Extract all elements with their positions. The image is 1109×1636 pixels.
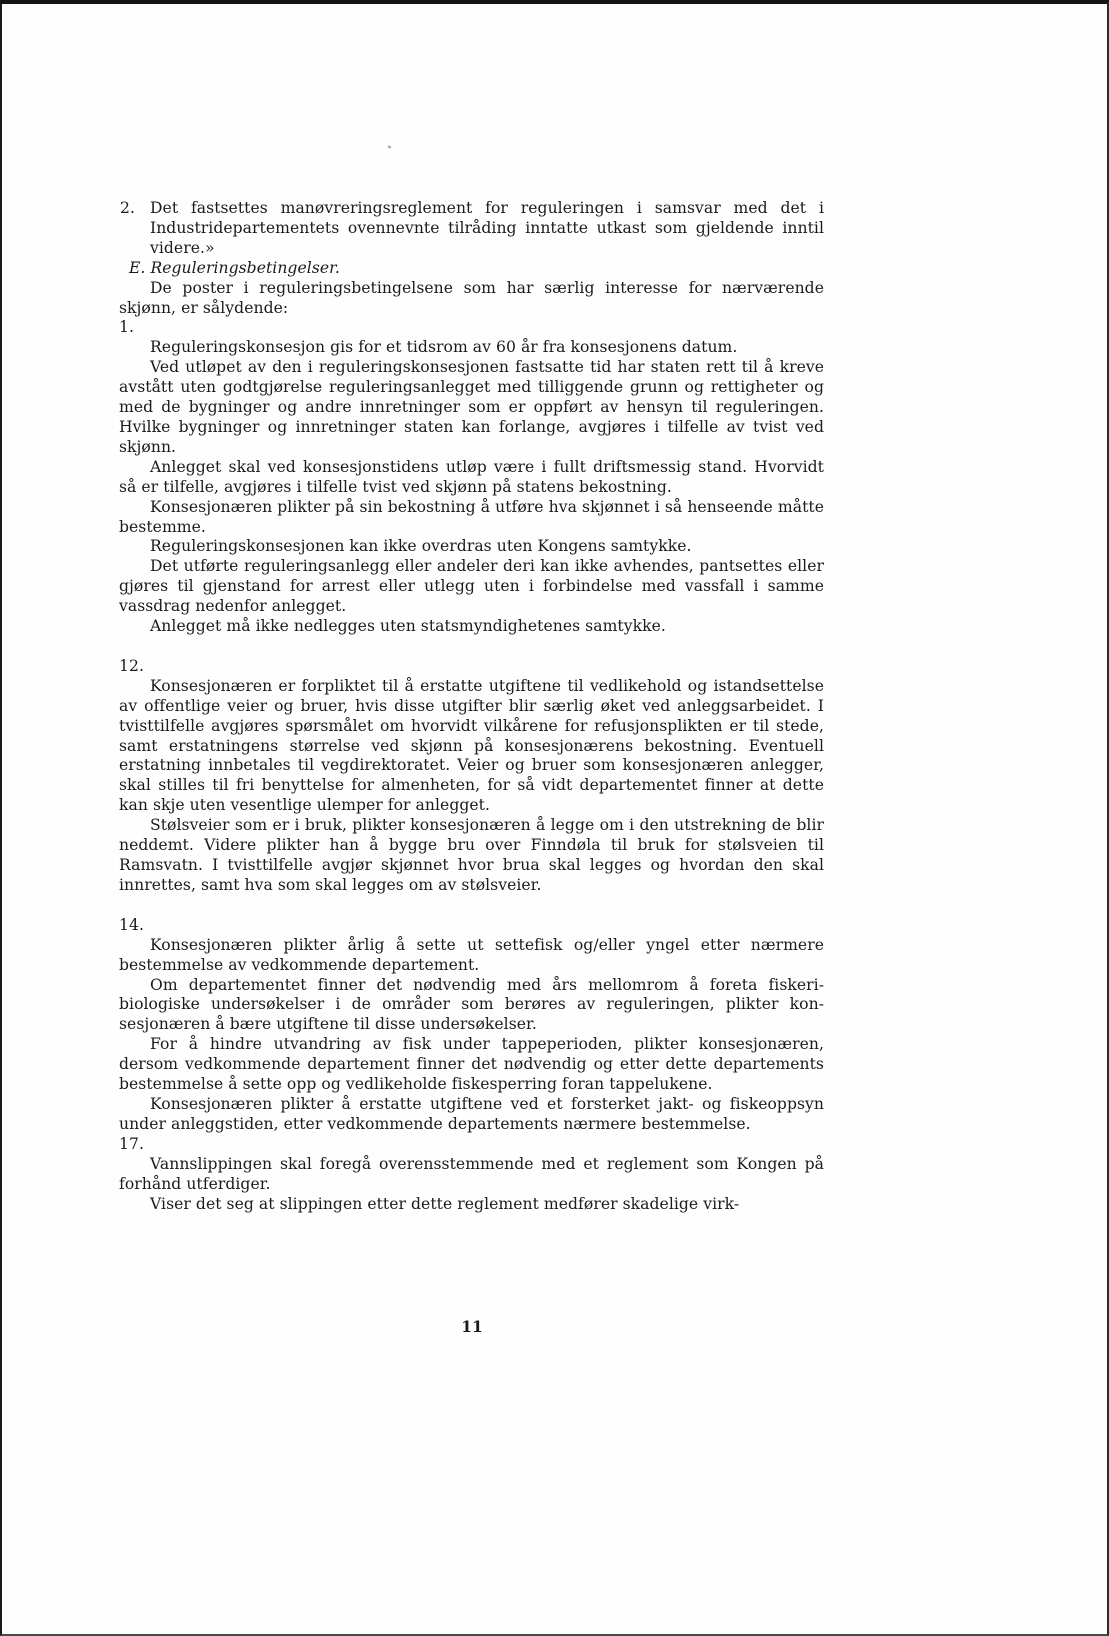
scan-speck: [388, 145, 392, 148]
paragraph: Viser det seg at slippingen etter dette reglement medfører skadelige virk-: [150, 1194, 740, 1213]
list-item-number: 2.: [120, 199, 135, 217]
paragraph: Konsesjonæren er forpliktet til å erstatte utgiftene til vedlikehold og istandsettelse av offentlige veier og bruer, hvis disse utgifter blir særlig øket ved anleggsarbeidet. I tvisttilfelle avgjøres spørsmålet om hvorvidt vilkårene for refusjonsplikten er til stede, samt erstatningens størrelse ved skjønn på konsesjonærens bekostning. Eventuell erstatning innbetales til vegdirektoratet. Veier og bruer som konsesjonæren anlegger, skal stilles til fri benyttelse for almenheten, for så vidt departementet finner at dette kan skje uten vesentlige ulemper for anlegget.: [119, 676, 824, 815]
page-number: 11: [461, 1317, 483, 1336]
paragraph: Reguleringskonsesjonen kan ikke overdras uten Kongens samtykke.: [150, 537, 692, 556]
paragraph: Konsesjonæren plikter årlig å sette ut settefisk og/eller yngel etter nærmere bestemmelse av vedkommende departement.: [119, 935, 824, 974]
paragraph: Konsesjonæren plikter å erstatte utgiftene ved et forsterket jakt- og fiskeoppsyn under anleggstiden, etter vedkommende departements nærmere bestemmelse.: [119, 1094, 824, 1133]
paragraph: For å hindre utvandring av fisk under tappeperioden, plikter konsesjonæren, dersom vedkommende departement finner det nødvendig og etter dette departements bestemmelse å sette opp og vedlikeholde fiskesperring foran tappelukene.: [119, 1035, 824, 1094]
paragraph: Reguleringskonsesjon gis for et tidsrom av 60 år fra konsesjonens datum.: [150, 338, 738, 357]
list-item-2: [119, 199, 824, 259]
paragraph: Ved utløpet av den i reguleringskonsesjonen fastsatte tid har staten rett til å kreve avstått uten godtgjørelse reguleringsanlegget med tilliggende grunn og rettigheter og med de bygninger og andre innretninger som er oppført av hensyn til reguleringen. Hvilke bygninger og innretninger staten kan forlange, avgjøres i tilfelle av tvist ved skjønn.: [119, 358, 824, 456]
section-heading: E. Reguleringsbetingelser.: [129, 258, 340, 277]
paragraph: Anlegget skal ved konsesjonstidens utløp være i fullt driftsmessig stand. Hvorvidt så er tilfelle, avgjøres i tilfelle tvist ved skjønn på statens bekostning.: [119, 457, 824, 496]
spacer: [119, 637, 824, 657]
section-number: 17.: [119, 1134, 144, 1153]
spacer: [119, 896, 824, 916]
paragraph: Om departementet finner det nødvendig med års mellomrom å foreta fiskeribiologiske undersøkelser i de områder som berøres av reguleringen, plikter konsesjonæren å bære utgiftene til disse undersøkelser.: [119, 975, 824, 1034]
paragraph: Vannslippingen skal foregå overensstemmende med et reglement som Kongen på forhånd utferdiger.: [119, 1154, 824, 1193]
list-item-text: Det fastsettes manøvreringsreglement for reguleringen i samsvar med det i Industridepartementets ovennevnte tilråding inntatte utkast som gjeldende inntil videre.»: [150, 199, 824, 257]
paragraph: Konsesjonæren plikter på sin bekostning å utføre hva skjønnet i så henseende måtte bestemme.: [119, 497, 824, 536]
document-body: [119, 199, 824, 1214]
section-number: 14.: [119, 915, 144, 934]
paragraph: Stølsveier som er i bruk, plikter konsesjonæren å legge om i den utstrekning de blir neddemt. Videre plikter han å bygge bru over Finndøla til bruk for stølsveien til Ramsvatn. I tvisttilfelle avgjør skjønnet hvor brua skal legges og hvordan den skal innrettes, samt hva som skal legges om av stølsveier.: [119, 816, 824, 894]
section-number: 1.: [119, 318, 134, 337]
paragraph: Det utførte reguleringsanlegg eller andeler deri kan ikke avhendes, pantsettes eller gjøres til gjenstand for arrest eller utlegg uten i forbindelse med vassfall i samme vassdrag nedenfor anlegget.: [119, 557, 824, 616]
paragraph: Anlegget må ikke nedlegges uten statsmyndighetenes samtykke.: [150, 617, 666, 636]
section-number: 12.: [119, 656, 144, 675]
intro-paragraph: De poster i reguleringsbetingelsene som har særlig interesse for nærværende skjønn, er sålydende:: [119, 278, 824, 317]
